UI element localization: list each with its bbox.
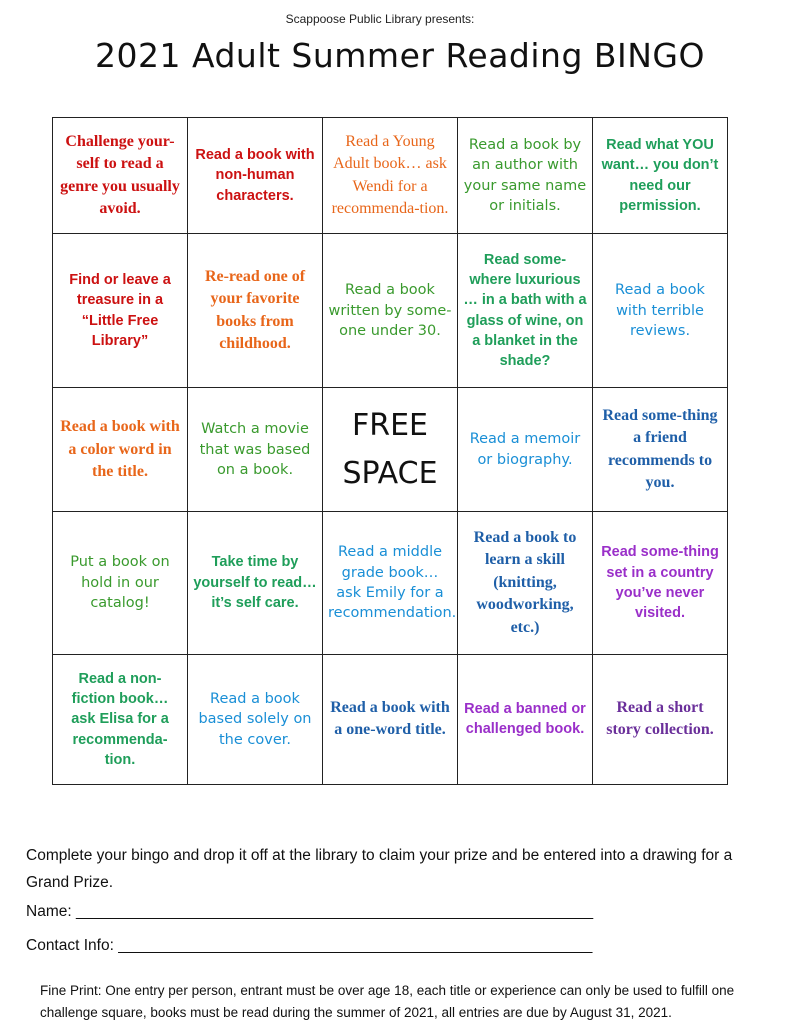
bingo-row-5 <box>53 654 728 784</box>
bingo-square-text: Read some-where luxurious … in a bath with a glass of wine, on a blanket in the shade? <box>463 251 587 370</box>
bingo-square <box>458 512 593 655</box>
page-title: 2021 Adult Summer Reading BINGO <box>95 36 705 75</box>
bingo-square <box>323 512 458 655</box>
bingo-square-text: Take time by yourself to read… it’s self care. <box>193 554 317 612</box>
bingo-square <box>53 234 188 388</box>
bingo-square <box>188 234 323 388</box>
bingo-row-2 <box>53 234 728 388</box>
bingo-square-text: Read a book by an author with your same name or initials. <box>463 137 587 214</box>
bingo-square <box>188 512 323 655</box>
bingo-square <box>323 118 458 234</box>
bingo-square-text: Read what YOU want… you don’t need our permission. <box>601 137 719 214</box>
bingo-square <box>593 234 728 388</box>
fine-print: Fine Print: One entry per person, entrant must be over age 18, each title or experience can only be used to fulfill one challenge square, books must be read during the summer of 2021, all entries are due by August 31, 2021. <box>40 983 735 1020</box>
bingo-square-text: Read a banned or challenged book. <box>464 701 586 738</box>
bingo-square-text: Read a middle grade book… ask Emily for a recommendation. <box>328 544 457 622</box>
bingo-square-text: Find or leave a treasure in a “Little Free Library” <box>69 272 171 350</box>
bingo-square-text: Read a book with a color word in the title. <box>60 418 180 480</box>
bingo-square <box>323 654 458 784</box>
bingo-square-text: Challenge your-self to read a genre you usually avoid. <box>60 132 180 217</box>
free-space-text: FREE SPACE <box>342 407 438 491</box>
bingo-square <box>593 118 728 234</box>
bingo-square <box>323 234 458 388</box>
bingo-square-text: Put a book on hold in our catalog! <box>70 554 170 612</box>
bingo-square <box>458 118 593 234</box>
bingo-square <box>593 654 728 784</box>
bingo-square-text: Read a short story collection. <box>606 698 714 739</box>
bingo-square-text: Read a book to learn a skill (knitting, woodworking, etc.) <box>473 528 577 636</box>
bingo-square <box>53 388 188 512</box>
bingo-square-text: Read a memoir or biography. <box>469 431 581 468</box>
bingo-square <box>53 654 188 784</box>
bingo-square <box>458 234 593 388</box>
bingo-square-text: Read a book with a one-word title. <box>330 698 450 739</box>
bingo-square <box>188 654 323 784</box>
bingo-square <box>188 118 323 234</box>
bingo-square <box>188 388 323 512</box>
bingo-square <box>593 388 728 512</box>
bingo-square-text: Re-read one of your favorite books from childhood. <box>204 267 306 353</box>
bingo-row-4 <box>53 512 728 655</box>
free-space <box>323 388 458 512</box>
bingo-square-text: Read some-thing a friend recommends to you. <box>602 406 718 492</box>
bingo-square-text: Read a Young Adult book… ask Wendi for a recommenda-tion. <box>331 132 449 217</box>
bingo-square <box>53 512 188 655</box>
bingo-board <box>52 117 728 785</box>
bingo-row-3 <box>53 388 728 512</box>
instructions-text: Complete your bingo and drop it off at the library to claim your prize and be entered into a drawing for a Grand Prize. <box>26 847 733 891</box>
bingo-row-1 <box>53 118 728 234</box>
bingo-square-text: Read a book with non-human characters. <box>195 147 315 204</box>
bingo-square-text: Read a book written by some-one under 30. <box>328 282 452 339</box>
bingo-square-text: Read a book with terrible reviews. <box>615 282 705 339</box>
bingo-square-text: Read a non-fiction book… ask Elisa for a recommenda-tion. <box>71 670 169 768</box>
bingo-square-text: Watch a movie that was based on a book. <box>199 421 311 478</box>
bingo-square <box>458 654 593 784</box>
bingo-square-text: Read a book based solely on the cover. <box>198 690 312 748</box>
bingo-square <box>53 118 188 234</box>
bingo-square-text: Read some-thing set in a country you’ve never visited. <box>601 544 719 622</box>
presenter-line: Scappoose Public Library presents: <box>285 12 475 26</box>
bingo-square <box>458 388 593 512</box>
name-field-line: Name: ____________________________________________________________ <box>26 903 594 920</box>
contact-info-field-line: Contact Info: _______________________________________________________ <box>26 937 593 954</box>
bingo-square <box>593 512 728 655</box>
